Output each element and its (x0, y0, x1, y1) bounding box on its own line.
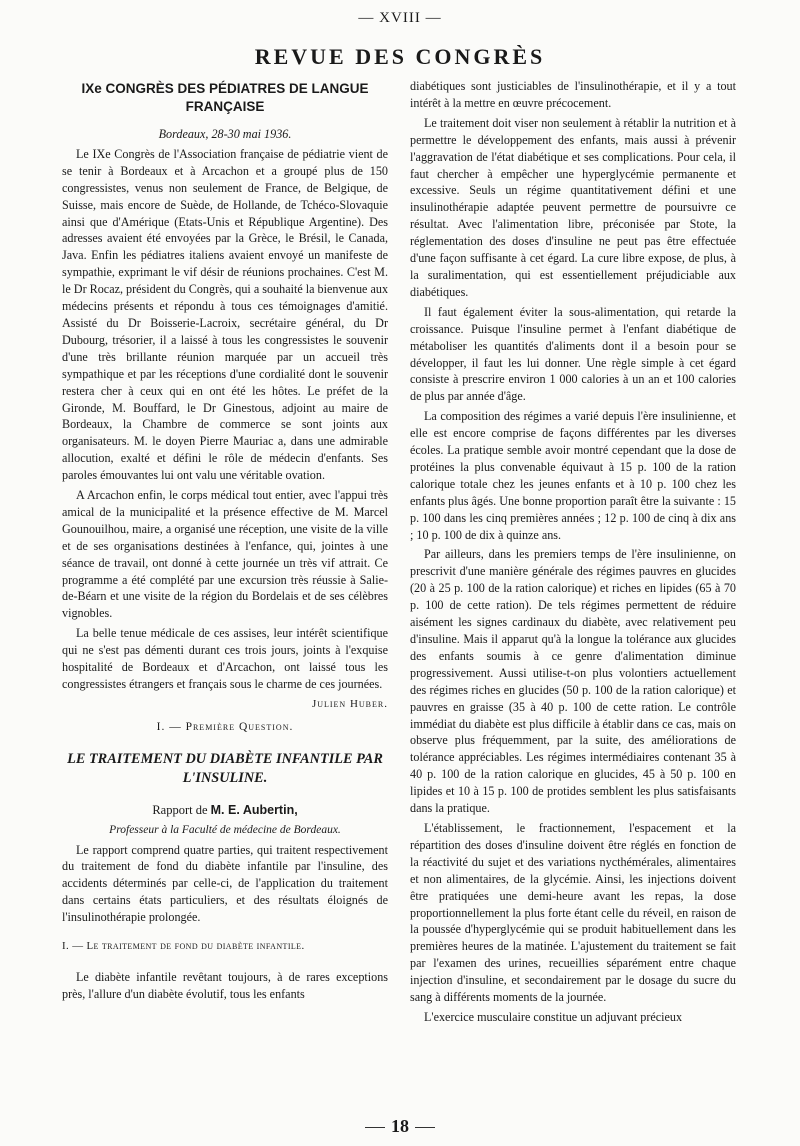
divider (365, 1127, 385, 1128)
congres-title: IXe CONGRÈS DES PÉDIATRES DE LANGUE FRANÇAISE (81, 81, 369, 114)
paragraph: La belle tenue médicale de ces assises, leur intérêt scientifique qui ne s'est pas démenti durant ces trois jours, joints à l'exquise hospitalité de Bordeaux et d'Arcachon, ont laissé tous les congressistes étrangers et français sous le charme de ces journées. (62, 626, 388, 691)
question-heading: I. — Première Question. (156, 720, 294, 733)
paragraph: Le traitement doit viser non seulement à rétablir la nutrition et à permettre le développement des enfants, mais aussi à prévenir l'aggravation de l'état diabétique et ses complications. Pour cela, il faut chercher à empêcher une hyperglycémie permanente et excessive. Seuls un régime quantitativement défini et une insulinothérapie adaptée peuvent permettre de poursuivre ce résultat. Avec l'alimentation libre, préconisée par Stote, la réglementation des doses d'insuline ne peut pas être effectuée d'une façon suffisante à cet égard. La cure libre expose, de plus, à la suralimentation, qui est essentiellement préjudiciable aux diabétiques. (410, 115, 736, 299)
signature: Julien Huber. (311, 697, 388, 710)
rapport-line (62, 802, 388, 819)
paragraph: A Arcachon enfin, le corps médical tout entier, avec l'appui très amical de la municipalité et la présence effective de M. Marcel Gounouilhou, maire, a organisé une réception, une visite de la ville et de ses organisations destinées à l'enfance, qui, jointes à une séance de travail, ont donné à cette journée un très vif attrait. Ce programme a été complété par une excursion très réussie à Salie-de-Béarn et une visite de la région du Bordelais et de ses célèbres vignobles. (62, 488, 388, 621)
paragraph: L'établissement, le fractionnement, l'espacement et la répartition des doses d'insuline doivent être réglés en fonction de la réactivité du sujet et des variations nycthémérales, alimentaires et non alimentaires, de la glycémie. Ainsi, les injections doivent être pratiquées une demi-heure avant les repas, la dose proportionnellement la plus forte étant celle du réveil, en raison de la poussée d'hyperglycémie qui se produit habituellement dans les premières heures de la matinée. L'ajustement du traitement se fait par l'examen des urines, recueillies séparément entre chaque injection d'insuline, et secondairement par le dosage du sucre du sang à différents moments de la journée. (410, 820, 736, 1005)
subsection-heading: I. — Le traitement de fond du diabète infantile. (62, 940, 305, 953)
paragraph: Le IXe Congrès de l'Association française de pédiatrie vient de se tenir à Bordeaux et à Arcachon et a groupé plus de 150 congressistes, venus non seulement de France, de Belgique, de Suisse, mais encore de Suède, de Hollande, de Tchéco-Slovaquie ainsi que d'Amérique (Etats-Unis et République Argentine). Des adresses avaient été envoyées par la Grèce, le Brésil, le Canada, Java. Enfin les pédiatres italiens avaient envoyé un manifeste de sympathie, exprimant le vif désir de réunions prochaines. C'est M. le Dr Rocaz, président du Congrès, qui a souhaité la bienvenue aux médecins présents et répondu à tous ces témoignages d'amitié. Assisté du Dr Boisserie-Lacroix, secrétaire général, du Dr Dubourg, trésorier, il a laissé à tous les congressistes le souvenir d'une très brillante réunion marquée par un accueil très sympathique et par les réceptions d'une cordialité dont le souvenir restera cher à ceux qui en ont été les hôtes. Le préfet de la Gironde, M. Bouffard, le Dr Ginestous, adjoint au maire de Bordeaux, la Chambre de commerce se sont joints aux organisateurs. M. le doyen Pierre Mauriac a, dans une admirable allocution, exalté et défini le rôle de médecin d'enfants. Ses paroles émouvantes lui ont valu une véritable ovation. (62, 146, 389, 483)
paragraph: Le rapport comprend quatre parties, qui traitent respectivement du traitement de fond du diabète infantile par l'insuline, des accidents déterminés par celle-ci, de l'application du traitement dans certains états particuliers, et des résultats éloignés de l'insulinothérapie prolongée. (62, 842, 388, 925)
section-title: REVUE DES CONGRÈS (254, 44, 546, 69)
paragraph: Le diabète infantile revêtant toujours, à de rares exceptions près, l'allure d'un diabète évolutif, tous les enfants (62, 969, 388, 1001)
divider (415, 1127, 435, 1128)
folio-header: — XVIII — (358, 10, 442, 26)
right-column (410, 78, 736, 1029)
rapport-prefix: Rapport de (152, 802, 208, 817)
paragraph: Par ailleurs, dans les premiers temps de l'ère insulinienne, on prescrivit d'une manière générale des régimes pauvres en glucides (20 à 25 p. 100 de la ration calorique) et riches en lipides (65 à 70 p. 100 de cette ration). De tels régimes permettent de réduire aisément les signes cardinaux du diabète, avec relativement peu d'insuline. Mais il apparut qu'à la longue la tolérance aux glucides des enfants soumis à ce genre d'alimentation diminue progressivement. Aussi utilise-t-on plus volontiers actuellement des régimes riches en glucides (50 p. 100 de la ration calorique) et pauvres en graisse (35 à 40 p. 100 de cette ration. Le contrôle immédiat du diabète est plus difficile à établir dans ce cas, mais on observe plus fréquemment, par la suite, des améliorations de tolérance appréciables. Les régimes intermédiaires contenant 35 à 40 p. 100 de la ration calorique en glucides, 45 à 50 p. 100 en lipides et 10 à 15 p. 100 de protides semblent les plus satisfaisants dans la pratique. (410, 547, 736, 816)
page-number: 18 (0, 1116, 800, 1137)
paragraph: diabétiques sont justiciables de l'insulinothérapie, et il y a tout intérêt à la mettre en œuvre précocement. (410, 79, 736, 110)
article-title: LE TRAITEMENT DU DIABÈTE INFANTILE PAR L'INSULINE. (67, 750, 383, 786)
left-column (62, 78, 388, 1006)
paragraph: Il faut également éviter la sous-alimentation, qui retarde la croissance. Puisque l'insuline permet à l'enfant diabétique de métaboliser les quantités d'aliments dont il a besoin pour se développer, il faut les lui donner. Une règle simple à cet égard consiste à prescrire environ 1 000 calories à un an et 100 calories de plus par année d'âge. (410, 304, 736, 404)
paragraph: L'exercice musculaire constitue un adjuvant précieux (424, 1009, 683, 1024)
paragraph: La composition des régimes a varié depuis l'ère insulinienne, et elle est encore comprise de façons différentes par les diverses écoles. La pratique semble avoir montré cependant que la dose de protéines la plus convenable équivaut à 15 p. 100 de la ration calorique totale chez les jeunes enfants et à 10 p. 100 chez les enfants plus âgés. Une bonne proportion paraît être la suivante : 15 p. 100 dans les cinq premières années ; 12 p. 100 de cinq à dix ans ; 10 p. 100 de dix à quinze ans. (410, 409, 736, 542)
dateline: Bordeaux, 28-30 mai 1936. (158, 127, 292, 141)
rapport-author: M. E. Aubertin, (210, 802, 298, 817)
affiliation: Professeur à la Faculté de médecine de Bordeaux. (109, 823, 341, 836)
